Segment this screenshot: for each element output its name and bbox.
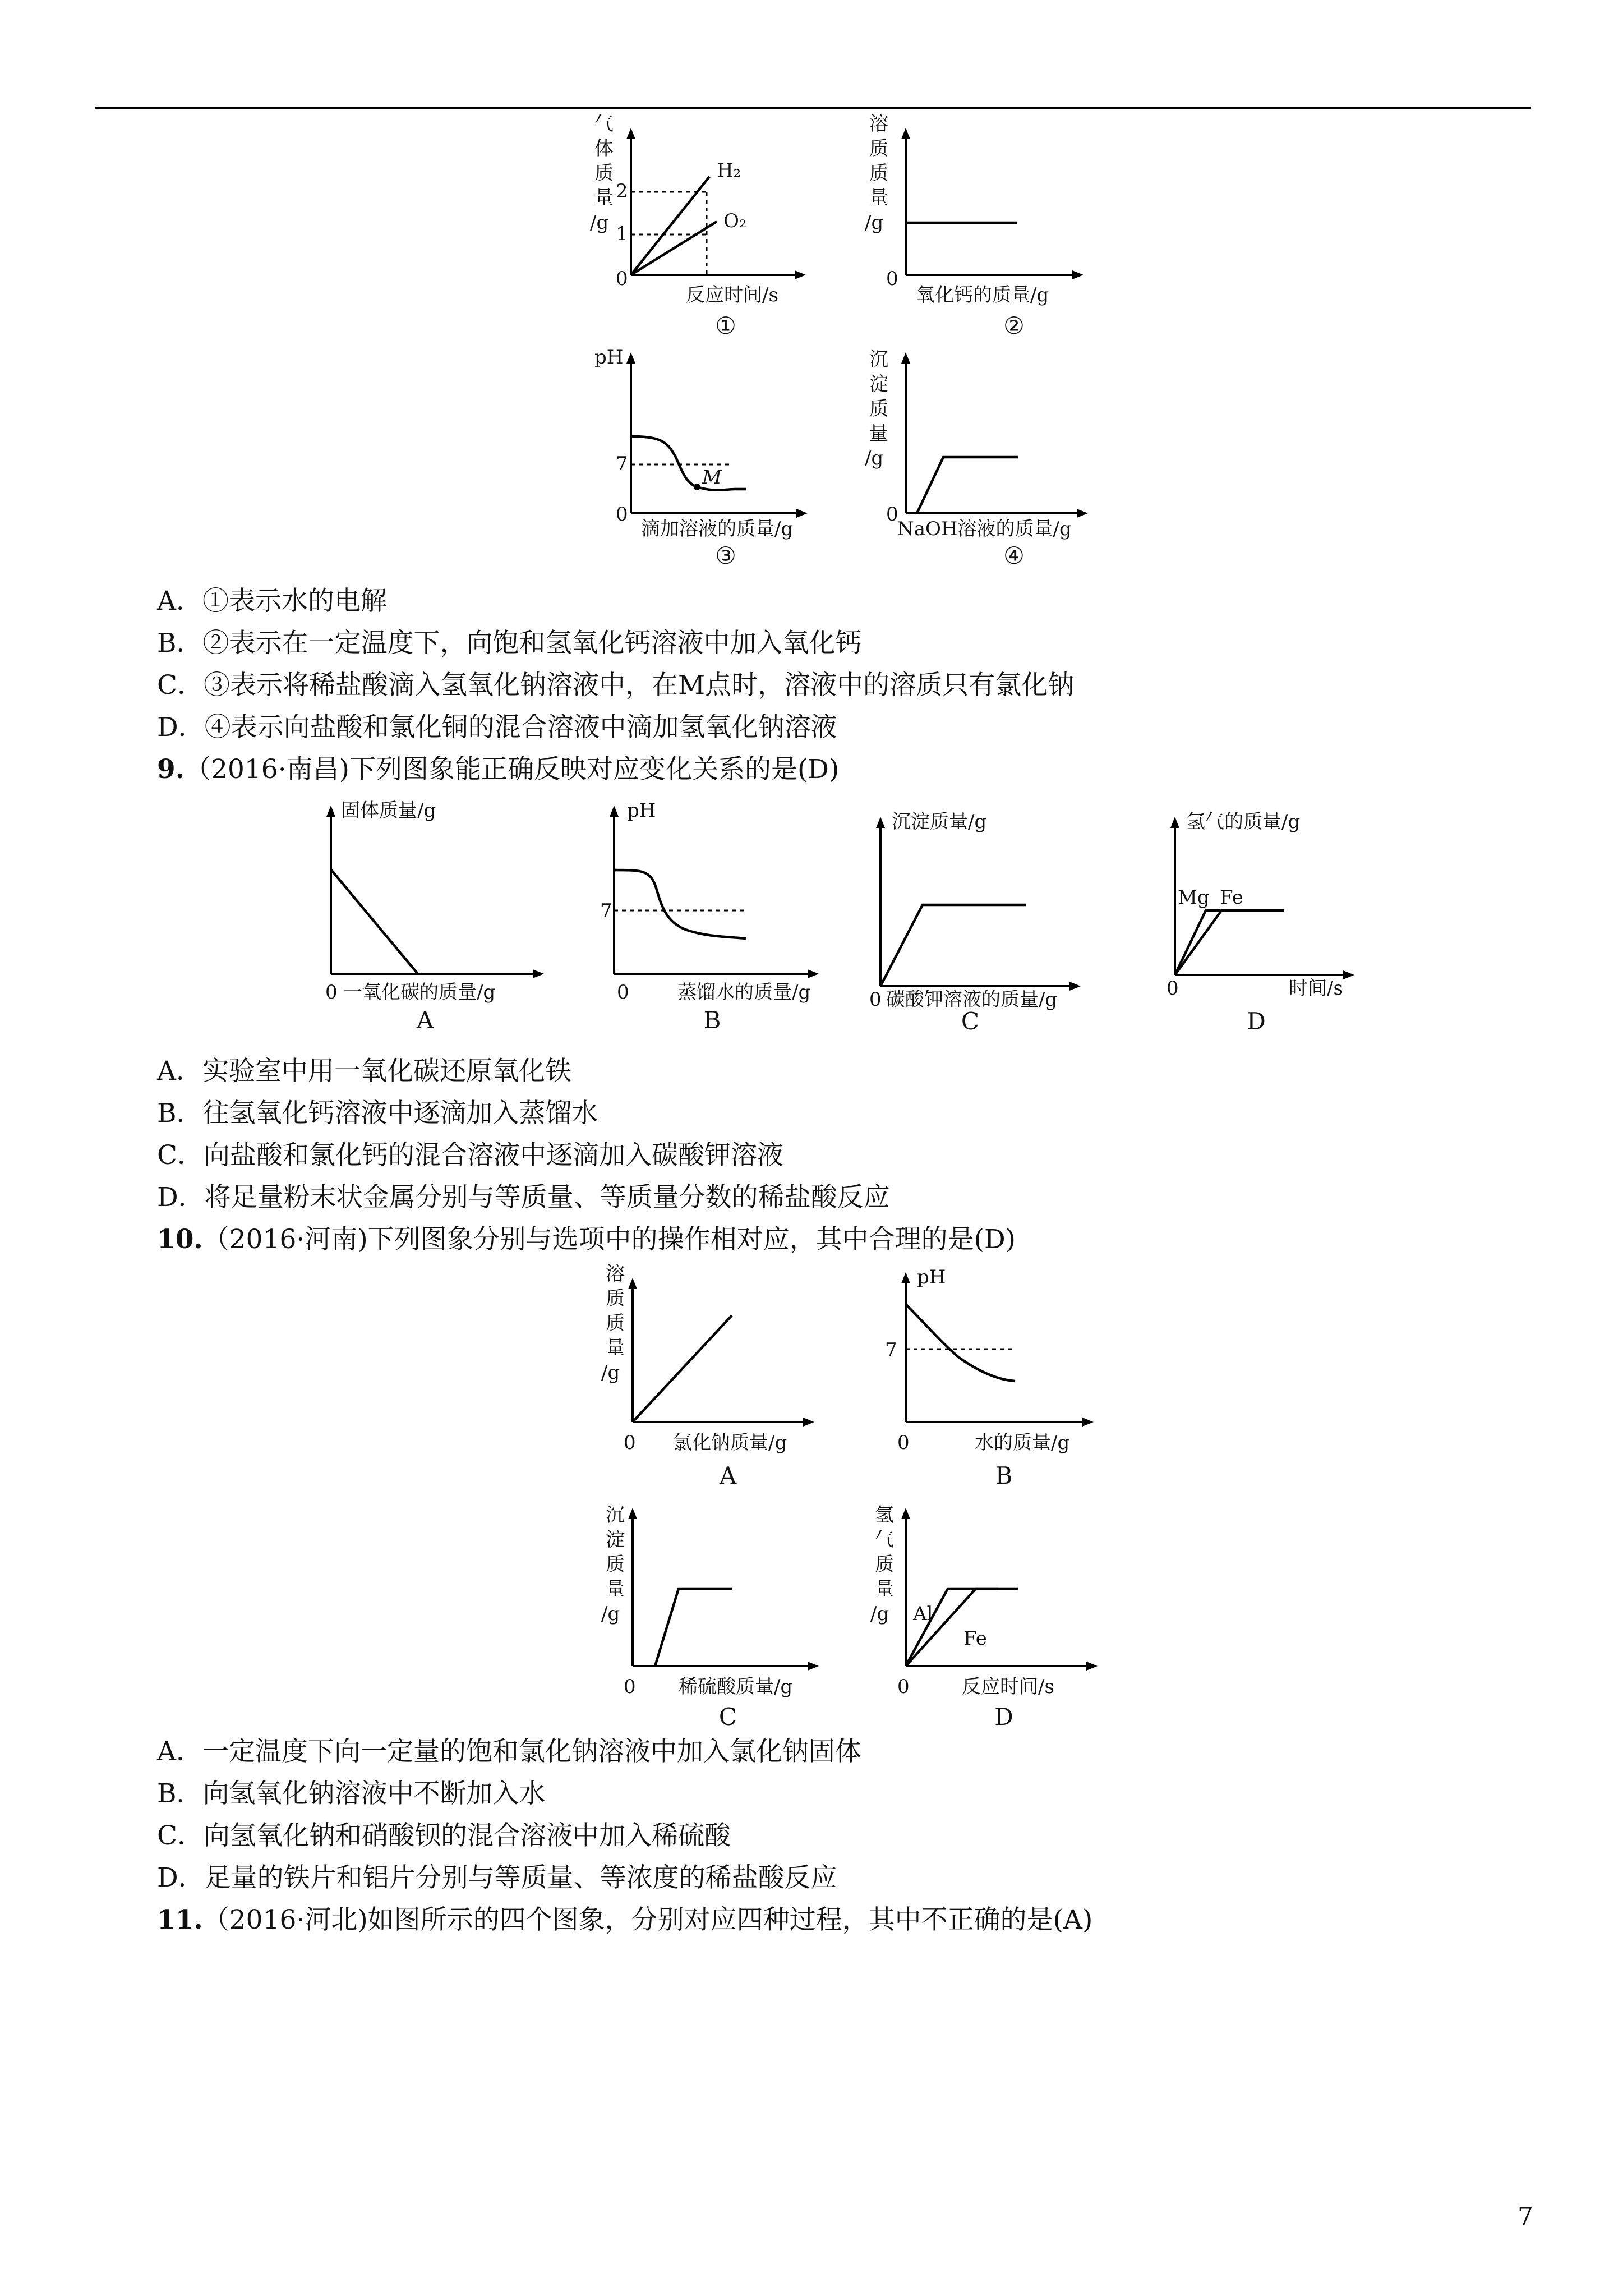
y-label-char: /g	[865, 447, 884, 470]
y-label-char: 量	[606, 1337, 625, 1359]
y-arrow	[901, 1272, 910, 1283]
y-label-char: 质	[606, 1312, 625, 1335]
y-label: 沉淀质量/g	[892, 811, 987, 833]
caption: ③	[715, 542, 736, 569]
y-arrow	[901, 1508, 910, 1519]
question-number: 10.	[157, 1224, 203, 1255]
origin: 0	[624, 1676, 636, 1698]
caption: A	[719, 1462, 737, 1489]
series-curve	[906, 1304, 1015, 1381]
y-arrow	[626, 128, 635, 139]
y-label-char: 质	[594, 162, 614, 185]
y-label-char: 质	[869, 137, 888, 160]
x-arrow	[1343, 970, 1354, 979]
series-line	[880, 905, 1026, 986]
q10-stem	[157, 1220, 1016, 1259]
series-line	[331, 869, 418, 974]
y-tick: 7	[885, 1339, 897, 1361]
q9-chart-c	[864, 807, 1105, 1042]
y-label: pH	[627, 799, 656, 822]
caption: D	[1247, 1007, 1266, 1035]
x-label: 氧化钙的质量/g	[916, 284, 1049, 306]
y-label-char: /g	[601, 1603, 620, 1625]
q8-chart-1	[583, 112, 830, 342]
y-tick: 2	[616, 180, 628, 203]
x-arrow	[1069, 982, 1081, 991]
q10-option-c: C．向氢氧化钠和硝酸钡的混合溶液中加入稀硫酸	[157, 1820, 731, 1851]
x-arrow	[1077, 509, 1088, 518]
origin: 0	[1166, 977, 1179, 1000]
series-label: Fe	[1220, 886, 1243, 909]
question-text: （2016·南昌)下列图象能正确反映对应变化关系的是(D)	[185, 754, 840, 785]
y-label-char: /g	[590, 211, 609, 234]
series-line	[633, 1315, 732, 1422]
q8-option-c: C．③表示将稀盐酸滴入氢氧化钠溶液中，在M点时，溶液中的溶质只有氯化钠	[157, 670, 1075, 701]
point-label: M	[702, 466, 722, 489]
y-label-char: 沉	[606, 1504, 625, 1526]
y-label-char: 气	[875, 1529, 894, 1551]
question-number: 9.	[157, 754, 185, 785]
y-tick: 1	[616, 223, 628, 245]
y-arrow	[901, 352, 910, 364]
origin: 0	[617, 981, 629, 1004]
y-tick: 7	[600, 900, 612, 922]
x-arrow	[808, 969, 819, 978]
x-arrow	[803, 1418, 814, 1427]
y-label-char: 溶	[606, 1263, 625, 1285]
series-label: O₂	[723, 210, 747, 232]
caption: B	[995, 1462, 1013, 1489]
q9-option-d: D．将足量粉末状金属分别与等质量、等质量分数的稀盐酸反应	[157, 1182, 890, 1213]
y-label-char: /g	[601, 1361, 620, 1384]
q10-option-d: D．足量的铁片和铝片分别与等质量、等浓度的稀盐酸反应	[157, 1862, 837, 1893]
x-arrow	[1072, 270, 1083, 279]
x-label: 氯化钠质量/g	[673, 1432, 787, 1454]
caption: C	[961, 1007, 980, 1035]
x-arrow	[795, 270, 806, 279]
series-label: Al	[913, 1603, 933, 1625]
y-label-char: 质	[875, 1553, 894, 1576]
x-arrow	[1086, 1662, 1098, 1671]
q8-chart-4	[858, 342, 1116, 578]
origin: 0	[886, 268, 898, 290]
caption: ④	[1003, 542, 1025, 569]
q8-chart-2	[858, 112, 1116, 342]
x-arrow	[796, 509, 808, 518]
q10-chart-a	[583, 1262, 841, 1498]
q9-chart-d	[1155, 807, 1402, 1042]
y-label-char: 质	[606, 1287, 625, 1310]
x-label: 反应时间/s	[686, 284, 778, 306]
x-label: 稀硫酸质量/g	[679, 1676, 793, 1698]
y-arrow	[628, 1278, 637, 1289]
origin: 0	[616, 268, 628, 290]
origin: 0	[616, 503, 628, 526]
series-label: H₂	[717, 159, 741, 182]
origin: 0	[325, 981, 338, 1004]
y-label-char: 淀	[869, 373, 888, 395]
q9-option-c: C．向盐酸和氯化钙的混合溶液中逐滴加入碳酸钾溶液	[157, 1140, 783, 1171]
x-label: 一氧化碳的质量/g	[343, 981, 496, 1004]
x-label: 蒸馏水的质量/g	[677, 981, 811, 1004]
y-label-char: 量	[875, 1578, 894, 1600]
y-label-char: 量	[869, 187, 888, 209]
question-text: （2016·河北)如图所示的四个图象，分别对应四种过程，其中不正确的是(A)	[202, 1904, 1093, 1935]
series-line	[917, 457, 1018, 513]
series-o2-line	[631, 222, 717, 275]
y-arrow	[876, 817, 885, 828]
x-arrow	[1082, 1418, 1094, 1427]
caption: B	[703, 1006, 721, 1034]
series-curve	[614, 870, 746, 938]
origin: 0	[886, 503, 898, 526]
y-label-char: 量	[594, 187, 614, 209]
x-label: 水的质量/g	[975, 1432, 1070, 1454]
caption: ①	[715, 312, 736, 339]
question-text: （2016·河南)下列图象分别与选项中的操作相对应，其中合理的是(D)	[202, 1224, 1016, 1255]
y-label-char: 体	[594, 137, 614, 160]
point-m	[694, 484, 700, 490]
series-curve	[631, 436, 746, 490]
y-arrow	[1170, 817, 1179, 828]
caption: ②	[1003, 312, 1025, 339]
q8-option-b: B．②表示在一定温度下，向饱和氢氧化钙溶液中加入氧化钙	[157, 628, 862, 659]
q10-chart-b	[864, 1262, 1122, 1498]
question-number: 11.	[157, 1904, 203, 1935]
y-arrow	[901, 128, 910, 139]
q8-option-a: A．①表示水的电解	[157, 586, 387, 616]
y-label-char: 质	[869, 162, 888, 185]
y-label-char: 质	[869, 398, 888, 420]
page-number: 7	[1518, 2202, 1533, 2231]
x-label: 反应时间/s	[962, 1676, 1054, 1698]
origin: 0	[897, 1676, 910, 1698]
y-label: pH	[917, 1266, 946, 1289]
y-label-char: 气	[594, 113, 614, 135]
q8-option-d: D．④表示向盐酸和氯化铜的混合溶液中滴加氢氧化钠溶液	[157, 712, 837, 743]
x-arrow	[533, 969, 544, 978]
y-label-char: 淀	[606, 1529, 625, 1551]
series-label: Mg	[1178, 886, 1210, 909]
origin: 0	[624, 1432, 636, 1454]
y-label-char: 量	[869, 422, 888, 445]
y-label-char: /g	[865, 211, 884, 234]
header-rule	[95, 107, 1531, 109]
y-label-char: 量	[606, 1578, 625, 1600]
x-label: NaOH溶液的质量/g	[897, 518, 1072, 540]
q9-stem	[157, 750, 839, 789]
series-label: Fe	[963, 1627, 987, 1650]
caption: C	[718, 1703, 737, 1731]
series-fe-line	[906, 1589, 1018, 1666]
q10-chart-c	[583, 1498, 841, 1733]
caption: D	[994, 1703, 1013, 1731]
origin: 0	[869, 988, 882, 1011]
y-label: pH	[594, 346, 624, 369]
q9-option-a: A．实验室中用一氧化碳还原氧化铁	[157, 1056, 571, 1087]
y-label: 固体质量/g	[341, 799, 436, 822]
y-label: 氢气的质量/g	[1186, 811, 1301, 833]
y-label-char: 沉	[869, 348, 888, 371]
y-arrow	[610, 806, 619, 817]
q9-chart-b	[589, 795, 830, 1042]
y-label-char: /g	[870, 1603, 889, 1625]
origin: 0	[897, 1432, 910, 1454]
series-line	[655, 1589, 732, 1666]
y-arrow	[326, 806, 335, 817]
q9-option-b: B．往氢氧化钙溶液中逐滴加入蒸馏水	[157, 1098, 598, 1129]
y-label-char: 溶	[869, 113, 888, 135]
caption: A	[416, 1006, 434, 1034]
q10-option-b: B．向氢氧化钠溶液中不断加入水	[157, 1778, 546, 1809]
y-tick: 7	[616, 453, 628, 475]
q8-chart-3	[583, 342, 830, 578]
x-label: 碳酸钾溶液的质量/g	[886, 988, 1058, 1011]
y-arrow	[628, 1508, 637, 1519]
y-label-char: 质	[606, 1553, 625, 1576]
y-label-char: 氢	[875, 1504, 894, 1526]
q10-option-a: A．一定温度下向一定量的饱和氯化钠溶液中加入氯化钠固体	[157, 1736, 861, 1767]
x-label: 时间/s	[1289, 977, 1343, 1000]
y-arrow	[626, 352, 635, 364]
q9-chart-a	[314, 795, 555, 1042]
x-label: 滴加溶液的质量/g	[641, 518, 794, 540]
x-arrow	[808, 1662, 819, 1671]
q10-chart-d	[864, 1498, 1122, 1733]
q11-stem	[157, 1901, 1092, 1940]
